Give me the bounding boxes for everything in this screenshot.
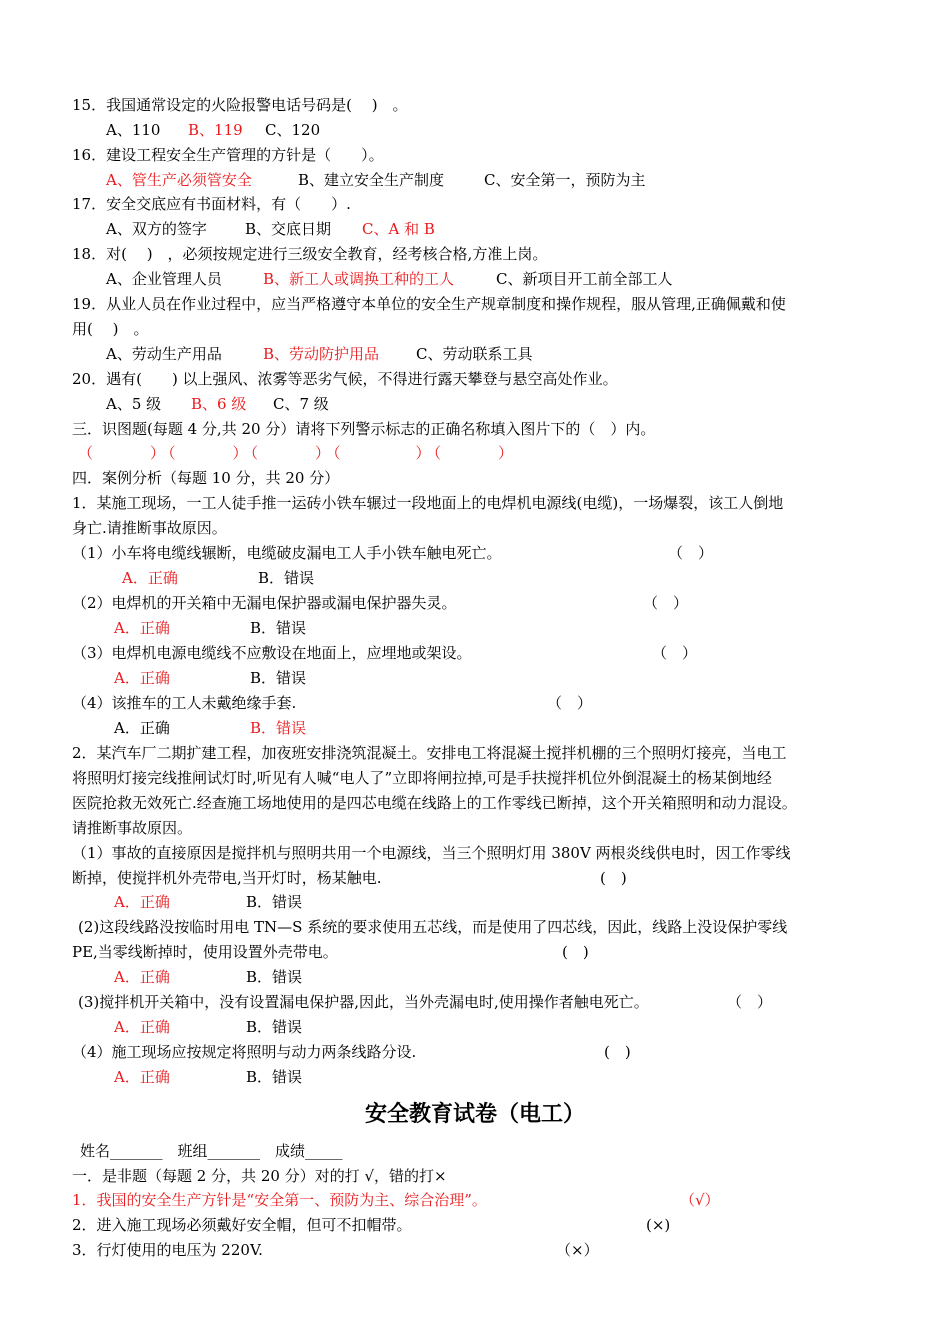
question-15-option-c: C、120 (265, 121, 321, 139)
case-2-statement-4-option-b: B．错误 (246, 1068, 303, 1086)
case-1-statement-1-paren: （ ） (668, 544, 714, 562)
question-19-stem-line1: 19．从业人员在作业过程中，应当严格遵守本单位的安全生产规章制度和操作规程，服从管理,正确佩戴和使 (72, 295, 786, 313)
case-1-statement-4-option-b-answer: B．错误 (250, 719, 307, 737)
case-2-statement-3-option-a-answer: A．正确 (114, 1018, 170, 1036)
true-false-question-3-mark: （×） (556, 1241, 599, 1259)
case-2-statement-2-paren: ( ) (562, 943, 589, 961)
question-16-option-a-answer: A、管生产必须管安全 (106, 171, 252, 189)
case-2-statement-1-line2: 断掉，使搅拌机外壳带电,当开灯时，杨某触电. (72, 869, 382, 887)
question-20-option-a: A、5 级 (106, 395, 162, 413)
section-3-answer-blanks: （ ）（ ）（ ）（ ）（ ） (78, 444, 517, 462)
case-1-statement-2-option-b: B．错误 (250, 619, 307, 637)
case-1-statement-1-option-a-answer: A．正确 (122, 569, 178, 587)
case-1-statement-1-option-b: B．错误 (258, 569, 315, 587)
question-16-option-b: B、建立安全生产制度 (298, 171, 445, 189)
question-18-stem: 18．对( ) ，必须按规定进行三级安全教育，经考核合格,方准上岗。 (72, 245, 548, 263)
question-20-stem: 20．遇有( ) 以上强风、浓雾等恶劣气候，不得进行露天攀登与悬空高处作业。 (72, 370, 618, 388)
case-1-statement-3-option-b: B．错误 (250, 669, 307, 687)
question-15-option-b-answer: B、119 (188, 121, 243, 139)
question-17-option-a: A、双方的签字 (106, 220, 207, 238)
question-18-option-a: A、企业管理人员 (106, 270, 222, 288)
true-false-question-2-mark: (×) (646, 1216, 671, 1234)
question-16-option-c: C、安全第一，预防为主 (484, 171, 646, 189)
case-2-statement-3-paren: （ ） (727, 993, 773, 1011)
section-3-title: 三．识图题(每题 4 分,共 20 分）请将下列警示标志的正确名称填入图片下的（ ）内。 (72, 420, 656, 438)
case-1-statement-2: （2）电焊机的开关箱中无漏电保护器或漏电保护器失灵。 (72, 594, 457, 612)
exam-title: 安全教育试卷（电工） (364, 1102, 585, 1127)
case-1-statement-4-option-a: A．正确 (114, 719, 170, 737)
section-4-title: 四．案例分析（每题 10 分，共 20 分） (72, 469, 340, 487)
true-false-question-1-answered: 1．我国的安全生产方针是“安全第一、预防为主、综合治理”。 (72, 1191, 487, 1209)
case-1-statement-3-option-a-answer: A．正确 (114, 669, 170, 687)
question-20-option-c: C、7 级 (273, 395, 329, 413)
case-1-statement-2-paren: （ ） (643, 594, 689, 612)
case-1-intro-line2: 身亡.请推断事故原因。 (72, 519, 227, 537)
case-2-statement-1-paren: ( ) (600, 869, 627, 887)
question-17-stem: 17．安全交底应有书面材料，有（ ）. (72, 195, 351, 213)
case-2-statement-2-option-b: B．错误 (246, 968, 303, 986)
true-false-section-title: 一．是非题（每题 2 分，共 20 分）对的打 √，错的打× (72, 1167, 447, 1185)
case-1-statement-3: （3）电焊机电源电缆线不应敷设在地面上，应埋地或架设。 (72, 644, 472, 662)
case-1-statement-1: （1）小车将电缆线辗断，电缆破皮漏电工人手小铁车触电死亡。 (72, 544, 502, 562)
question-19-option-a: A、劳动生产用品 (106, 345, 222, 363)
case-2-statement-2-line2: PE,当零线断掉时，使用设置外壳带电。 (72, 943, 338, 961)
case-2-intro-line2: 将照明灯接完线推闸试灯时,听见有人喊“电人了”立即将闸拉掉,可是手扶搅拌机位外倒混凝土的杨某倒地经 (72, 769, 772, 787)
true-false-question-2: 2．进入施工现场必须戴好安全帽，但可不扣帽带。 (72, 1216, 412, 1234)
question-19-option-b-answer: B、劳动防护用品 (263, 345, 380, 363)
case-2-intro-line1: 2．某汽车厂二期扩建工程，加夜班安排浇筑混凝土。安排电工将混凝土搅拌机棚的三个照明灯接亮，当电工 (72, 744, 787, 762)
question-19-stem-line2: 用( ) 。 (72, 320, 149, 338)
case-1-intro-line1: 1．某施工现场，一工人徒手推一运砖小铁车辗过一段地面上的电焊机电源线(电缆)，一场爆裂，该工人倒地 (72, 494, 784, 512)
case-2-statement-3-option-b: B．错误 (246, 1018, 303, 1036)
case-1-statement-4: （4）该推车的工人未戴绝缘手套. (72, 694, 297, 712)
case-1-statement-4-paren: （ ） (547, 694, 593, 712)
question-18-option-c: C、新项目开工前全部工人 (496, 270, 673, 288)
case-1-statement-2-option-a-answer: A．正确 (114, 619, 170, 637)
question-19-option-c: C、劳动联系工具 (416, 345, 533, 363)
question-17-option-b: B、交底日期 (245, 220, 332, 238)
case-2-statement-4-option-a-answer: A．正确 (114, 1068, 170, 1086)
case-2-statement-2-line1: (2)这段线路没按临时用电 TN—S 系统的要求使用五芯线，而是使用了四芯线，因此，线路上没设保护零线 (78, 918, 788, 936)
question-17-option-c-answer: C、A 和 B (362, 220, 435, 238)
question-15-stem: 15．我国通常设定的火险报警电话号码是( ) 。 (72, 96, 408, 114)
case-2-statement-4-paren: ( ) (604, 1043, 631, 1061)
case-2-statement-4: （4）施工现场应按规定将照明与动力两条线路分设. (72, 1043, 417, 1061)
case-2-statement-3: (3)搅拌机开关箱中，没有设置漏电保护器,因此，当外壳漏电时,使用操作者触电死亡。 (78, 993, 649, 1011)
case-2-intro-line3: 医院抢救无效死亡.经查施工场地使用的是四芯电缆在线路上的工作零线已断掉，这个开关箱照明和动力混设。 (72, 794, 797, 812)
case-2-intro-line4: 请推断事故原因。 (72, 819, 193, 837)
question-18-option-b-answer: B、新工人或调换工种的工人 (263, 270, 455, 288)
question-16-stem: 16．建设工程安全生产管理的方针是（ ）。 (72, 146, 384, 164)
case-1-statement-3-paren: （ ） (652, 644, 698, 662)
true-false-question-1-mark: （√） (680, 1191, 720, 1209)
case-2-statement-1-option-b: B．错误 (246, 893, 303, 911)
question-15-option-a: A、110 (106, 121, 161, 139)
case-2-statement-1-option-a-answer: A．正确 (114, 893, 170, 911)
name-class-score-line: 姓名_______ 班组_______ 成绩_____ (80, 1142, 343, 1160)
true-false-question-3: 3．行灯使用的电压为 220V. (72, 1241, 263, 1259)
case-2-statement-1-line1: （1）事故的直接原因是搅拌机与照明共用一个电源线，当三个照明灯用 380V 两根炎线供电时，因工作零线 (72, 844, 791, 862)
case-2-statement-2-option-a-answer: A．正确 (114, 968, 170, 986)
question-20-option-b-answer: B、6 级 (191, 395, 247, 413)
